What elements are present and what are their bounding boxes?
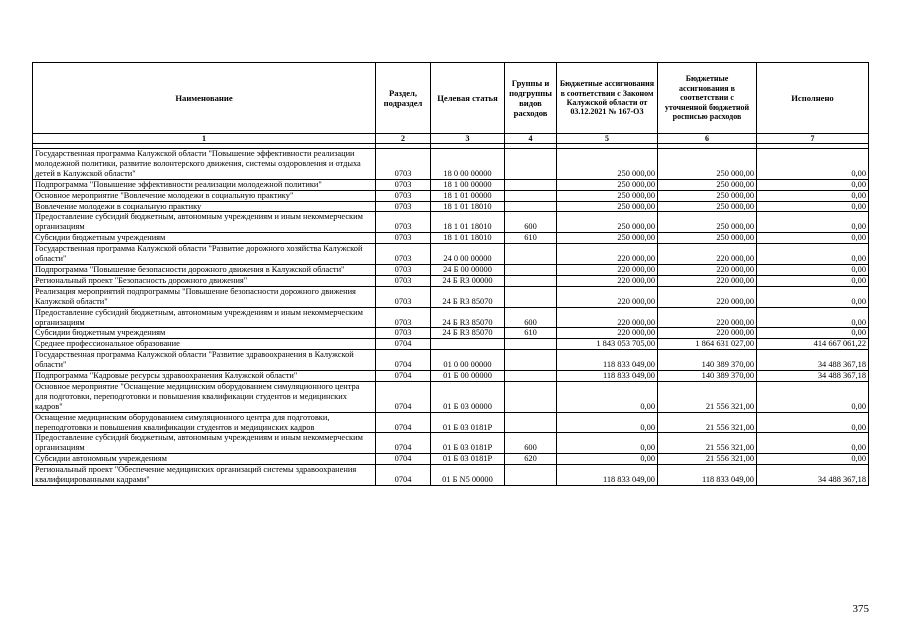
row-target: 24 Б R3 85070 <box>431 286 505 307</box>
row-name: Государственная программа Калужской области "Развитие здравоохранения в Калужской области" <box>33 350 376 371</box>
row-section: 0704 <box>376 454 431 465</box>
row-section: 0703 <box>376 244 431 265</box>
row-executed-amount: 0,00 <box>757 412 869 433</box>
row-target: 01 Б 03 0181Р <box>431 433 505 454</box>
row-section: 0703 <box>376 149 431 180</box>
row-target: 24 Б R3 85070 <box>431 328 505 339</box>
row-executed-amount: 0,00 <box>757 149 869 180</box>
row-section: 0703 <box>376 264 431 275</box>
table-row <box>33 244 869 265</box>
row-law-amount: 0,00 <box>557 412 658 433</box>
row-target: 24 Б R3 85070 <box>431 307 505 328</box>
table-body <box>33 144 869 486</box>
row-refined-amount: 250 000,00 <box>658 201 757 212</box>
table-row <box>33 371 869 382</box>
row-executed-amount: 0,00 <box>757 454 869 465</box>
row-executed-amount: 0,00 <box>757 307 869 328</box>
row-name: Подпрограмма "Повышение эффективности реализации молодежной политики" <box>33 179 376 190</box>
col-header-law: Бюджетные ассигнования в соответствии с Законом Калужской области от 03.12.2021 № 167-ОЗ <box>557 63 658 134</box>
row-section: 0704 <box>376 350 431 371</box>
row-name: Оснащение медицинским оборудованием симуляционного центра для подготовки, переподготовки и повышения квалификации студентов и медицинских кадров <box>33 412 376 433</box>
row-refined-amount: 220 000,00 <box>658 328 757 339</box>
page-number: 375 <box>852 603 869 615</box>
row-target: 01 Б 00 00000 <box>431 371 505 382</box>
table-row <box>33 412 869 433</box>
table-row <box>33 275 869 286</box>
row-target: 01 0 00 00000 <box>431 350 505 371</box>
col-header-refined: Бюджетные ассигнования в соответствии с уточненной бюджетной росписью расходов <box>658 63 757 134</box>
col-header-done: Исполнено <box>757 63 869 134</box>
row-group <box>505 275 557 286</box>
row-refined-amount: 250 000,00 <box>658 233 757 244</box>
row-section: 0704 <box>376 381 431 412</box>
row-group <box>505 286 557 307</box>
row-section: 0703 <box>376 233 431 244</box>
row-section: 0704 <box>376 412 431 433</box>
row-name: Субсидии бюджетным учреждениям <box>33 233 376 244</box>
row-executed-amount: 34 488 367,18 <box>757 350 869 371</box>
row-refined-amount: 140 389 370,00 <box>658 371 757 382</box>
row-law-amount: 220 000,00 <box>557 275 658 286</box>
table-row <box>33 465 869 486</box>
table-row <box>33 454 869 465</box>
row-name: Предоставление субсидий бюджетным, автономным учреждениям и иным некоммерческим организациям <box>33 212 376 233</box>
row-executed-amount: 0,00 <box>757 233 869 244</box>
row-name: Реализация мероприятий подпрограммы "Повышение безопасности дорожного движения Калужской области" <box>33 286 376 307</box>
row-refined-amount: 250 000,00 <box>658 179 757 190</box>
row-section: 0703 <box>376 212 431 233</box>
row-executed-amount: 0,00 <box>757 275 869 286</box>
col-number: 7 <box>757 134 869 144</box>
row-group <box>505 244 557 265</box>
row-executed-amount: 0,00 <box>757 381 869 412</box>
row-section: 0703 <box>376 179 431 190</box>
col-header-name: Наименование <box>33 63 376 134</box>
col-number: 2 <box>376 134 431 144</box>
row-name: Вовлечение молодежи в социальную практику <box>33 201 376 212</box>
col-number: 4 <box>505 134 557 144</box>
row-section: 0704 <box>376 433 431 454</box>
row-executed-amount: 0,00 <box>757 264 869 275</box>
row-target: 18 1 00 00000 <box>431 179 505 190</box>
row-law-amount: 118 833 049,00 <box>557 465 658 486</box>
row-name: Субсидии бюджетным учреждениям <box>33 328 376 339</box>
row-target: 24 Б R3 00000 <box>431 275 505 286</box>
row-name: Предоставление субсидий бюджетным, автономным учреждениям и иным некоммерческим организациям <box>33 307 376 328</box>
row-name: Подпрограмма "Кадровые ресурсы здравоохранения Калужской области" <box>33 371 376 382</box>
row-executed-amount: 34 488 367,18 <box>757 465 869 486</box>
row-target: 01 Б 03 0181Р <box>431 454 505 465</box>
row-name: Региональный проект "Обеспечение медицинских организаций системы здравоохранения квалифицированными кадрами" <box>33 465 376 486</box>
row-executed-amount: 0,00 <box>757 179 869 190</box>
row-group <box>505 190 557 201</box>
row-refined-amount: 140 389 370,00 <box>658 350 757 371</box>
row-name: Основное мероприятие "Оснащение медицинским оборудованием симуляционного центра для подготовки, переподготовки и повышения квалификации студентов и медицинских кадров" <box>33 381 376 412</box>
table-row <box>33 212 869 233</box>
row-refined-amount: 21 556 321,00 <box>658 381 757 412</box>
row-name: Среднее профессиональное образование <box>33 339 376 350</box>
col-header-section: Раздел, подраздел <box>376 63 431 134</box>
row-refined-amount: 250 000,00 <box>658 212 757 233</box>
row-section: 0704 <box>376 371 431 382</box>
row-name: Государственная программа Калужской области "Повышение эффективности реализации молодежной политики, развитие волонтерского движения, системы оздоровления и отдыха детей в Калужской области" <box>33 149 376 180</box>
column-number-row <box>33 134 869 144</box>
row-executed-amount: 0,00 <box>757 328 869 339</box>
row-law-amount: 220 000,00 <box>557 307 658 328</box>
row-target: 24 Б 00 00000 <box>431 264 505 275</box>
row-target: 24 0 00 00000 <box>431 244 505 265</box>
row-group <box>505 201 557 212</box>
row-law-amount: 250 000,00 <box>557 233 658 244</box>
row-refined-amount: 220 000,00 <box>658 264 757 275</box>
col-number: 6 <box>658 134 757 144</box>
row-group: 610 <box>505 328 557 339</box>
row-target: 18 1 01 00000 <box>431 190 505 201</box>
row-law-amount: 220 000,00 <box>557 328 658 339</box>
row-section: 0704 <box>376 465 431 486</box>
row-refined-amount: 220 000,00 <box>658 275 757 286</box>
row-name: Основное мероприятие "Вовлечение молодежи в социальную практику" <box>33 190 376 201</box>
row-refined-amount: 118 833 049,00 <box>658 465 757 486</box>
row-law-amount: 118 833 049,00 <box>557 371 658 382</box>
row-section: 0703 <box>376 307 431 328</box>
row-group: 620 <box>505 454 557 465</box>
row-executed-amount: 0,00 <box>757 212 869 233</box>
row-executed-amount: 0,00 <box>757 286 869 307</box>
row-group <box>505 465 557 486</box>
table-row <box>33 149 869 180</box>
row-executed-amount: 0,00 <box>757 201 869 212</box>
row-target <box>431 339 505 350</box>
col-header-target: Целевая статья <box>431 63 505 134</box>
row-group: 600 <box>505 212 557 233</box>
row-target: 01 Б 03 00000 <box>431 381 505 412</box>
row-group <box>505 350 557 371</box>
row-group <box>505 371 557 382</box>
table-row <box>33 339 869 350</box>
row-law-amount: 250 000,00 <box>557 149 658 180</box>
row-executed-amount: 414 667 061,22 <box>757 339 869 350</box>
row-target: 18 1 01 18010 <box>431 201 505 212</box>
table-row <box>33 350 869 371</box>
row-name: Предоставление субсидий бюджетным, автономным учреждениям и иным некоммерческим организациям <box>33 433 376 454</box>
row-law-amount: 250 000,00 <box>557 212 658 233</box>
row-group <box>505 339 557 350</box>
row-refined-amount: 21 556 321,00 <box>658 454 757 465</box>
row-group <box>505 412 557 433</box>
row-law-amount: 220 000,00 <box>557 264 658 275</box>
row-law-amount: 0,00 <box>557 454 658 465</box>
header-row <box>33 63 869 134</box>
row-law-amount: 250 000,00 <box>557 201 658 212</box>
row-section: 0704 <box>376 339 431 350</box>
table-row <box>33 179 869 190</box>
row-name: Субсидии автономным учреждениям <box>33 454 376 465</box>
row-target: 01 Б N5 00000 <box>431 465 505 486</box>
row-group: 600 <box>505 433 557 454</box>
row-law-amount: 118 833 049,00 <box>557 350 658 371</box>
row-group: 610 <box>505 233 557 244</box>
row-law-amount: 220 000,00 <box>557 244 658 265</box>
table-row <box>33 307 869 328</box>
row-section: 0703 <box>376 286 431 307</box>
row-refined-amount: 250 000,00 <box>658 190 757 201</box>
row-group: 600 <box>505 307 557 328</box>
budget-table <box>32 62 869 486</box>
row-section: 0703 <box>376 328 431 339</box>
row-executed-amount: 0,00 <box>757 244 869 265</box>
col-number: 5 <box>557 134 658 144</box>
col-number: 1 <box>33 134 376 144</box>
row-group <box>505 149 557 180</box>
row-law-amount: 250 000,00 <box>557 179 658 190</box>
row-refined-amount: 220 000,00 <box>658 244 757 265</box>
table-row <box>33 433 869 454</box>
row-name: Государственная программа Калужской области "Развитие дорожного хозяйства Калужской области" <box>33 244 376 265</box>
row-section: 0703 <box>376 201 431 212</box>
row-refined-amount: 21 556 321,00 <box>658 412 757 433</box>
row-target: 18 1 01 18010 <box>431 233 505 244</box>
row-refined-amount: 220 000,00 <box>658 307 757 328</box>
row-law-amount: 0,00 <box>557 433 658 454</box>
table-row <box>33 233 869 244</box>
table-row <box>33 286 869 307</box>
table-row <box>33 381 869 412</box>
row-executed-amount: 0,00 <box>757 433 869 454</box>
row-name: Подпрограмма "Повышение безопасности дорожного движения в Калужской области" <box>33 264 376 275</box>
row-name: Региональный проект "Безопасность дорожного движения" <box>33 275 376 286</box>
row-executed-amount: 0,00 <box>757 190 869 201</box>
row-law-amount: 220 000,00 <box>557 286 658 307</box>
row-refined-amount: 1 864 631 027,00 <box>658 339 757 350</box>
row-group <box>505 179 557 190</box>
row-refined-amount: 220 000,00 <box>658 286 757 307</box>
row-group <box>505 264 557 275</box>
col-header-group: Группы и подгруппы видов расходов <box>505 63 557 134</box>
table-row <box>33 328 869 339</box>
row-law-amount: 0,00 <box>557 381 658 412</box>
row-target: 01 Б 03 0181Р <box>431 412 505 433</box>
col-number: 3 <box>431 134 505 144</box>
table-row <box>33 190 869 201</box>
table-row <box>33 201 869 212</box>
row-law-amount: 1 843 053 705,00 <box>557 339 658 350</box>
table-row <box>33 264 869 275</box>
row-section: 0703 <box>376 190 431 201</box>
row-executed-amount: 34 488 367,18 <box>757 371 869 382</box>
row-refined-amount: 250 000,00 <box>658 149 757 180</box>
row-law-amount: 250 000,00 <box>557 190 658 201</box>
row-refined-amount: 21 556 321,00 <box>658 433 757 454</box>
row-group <box>505 381 557 412</box>
row-target: 18 1 01 18010 <box>431 212 505 233</box>
row-section: 0703 <box>376 275 431 286</box>
row-target: 18 0 00 00000 <box>431 149 505 180</box>
